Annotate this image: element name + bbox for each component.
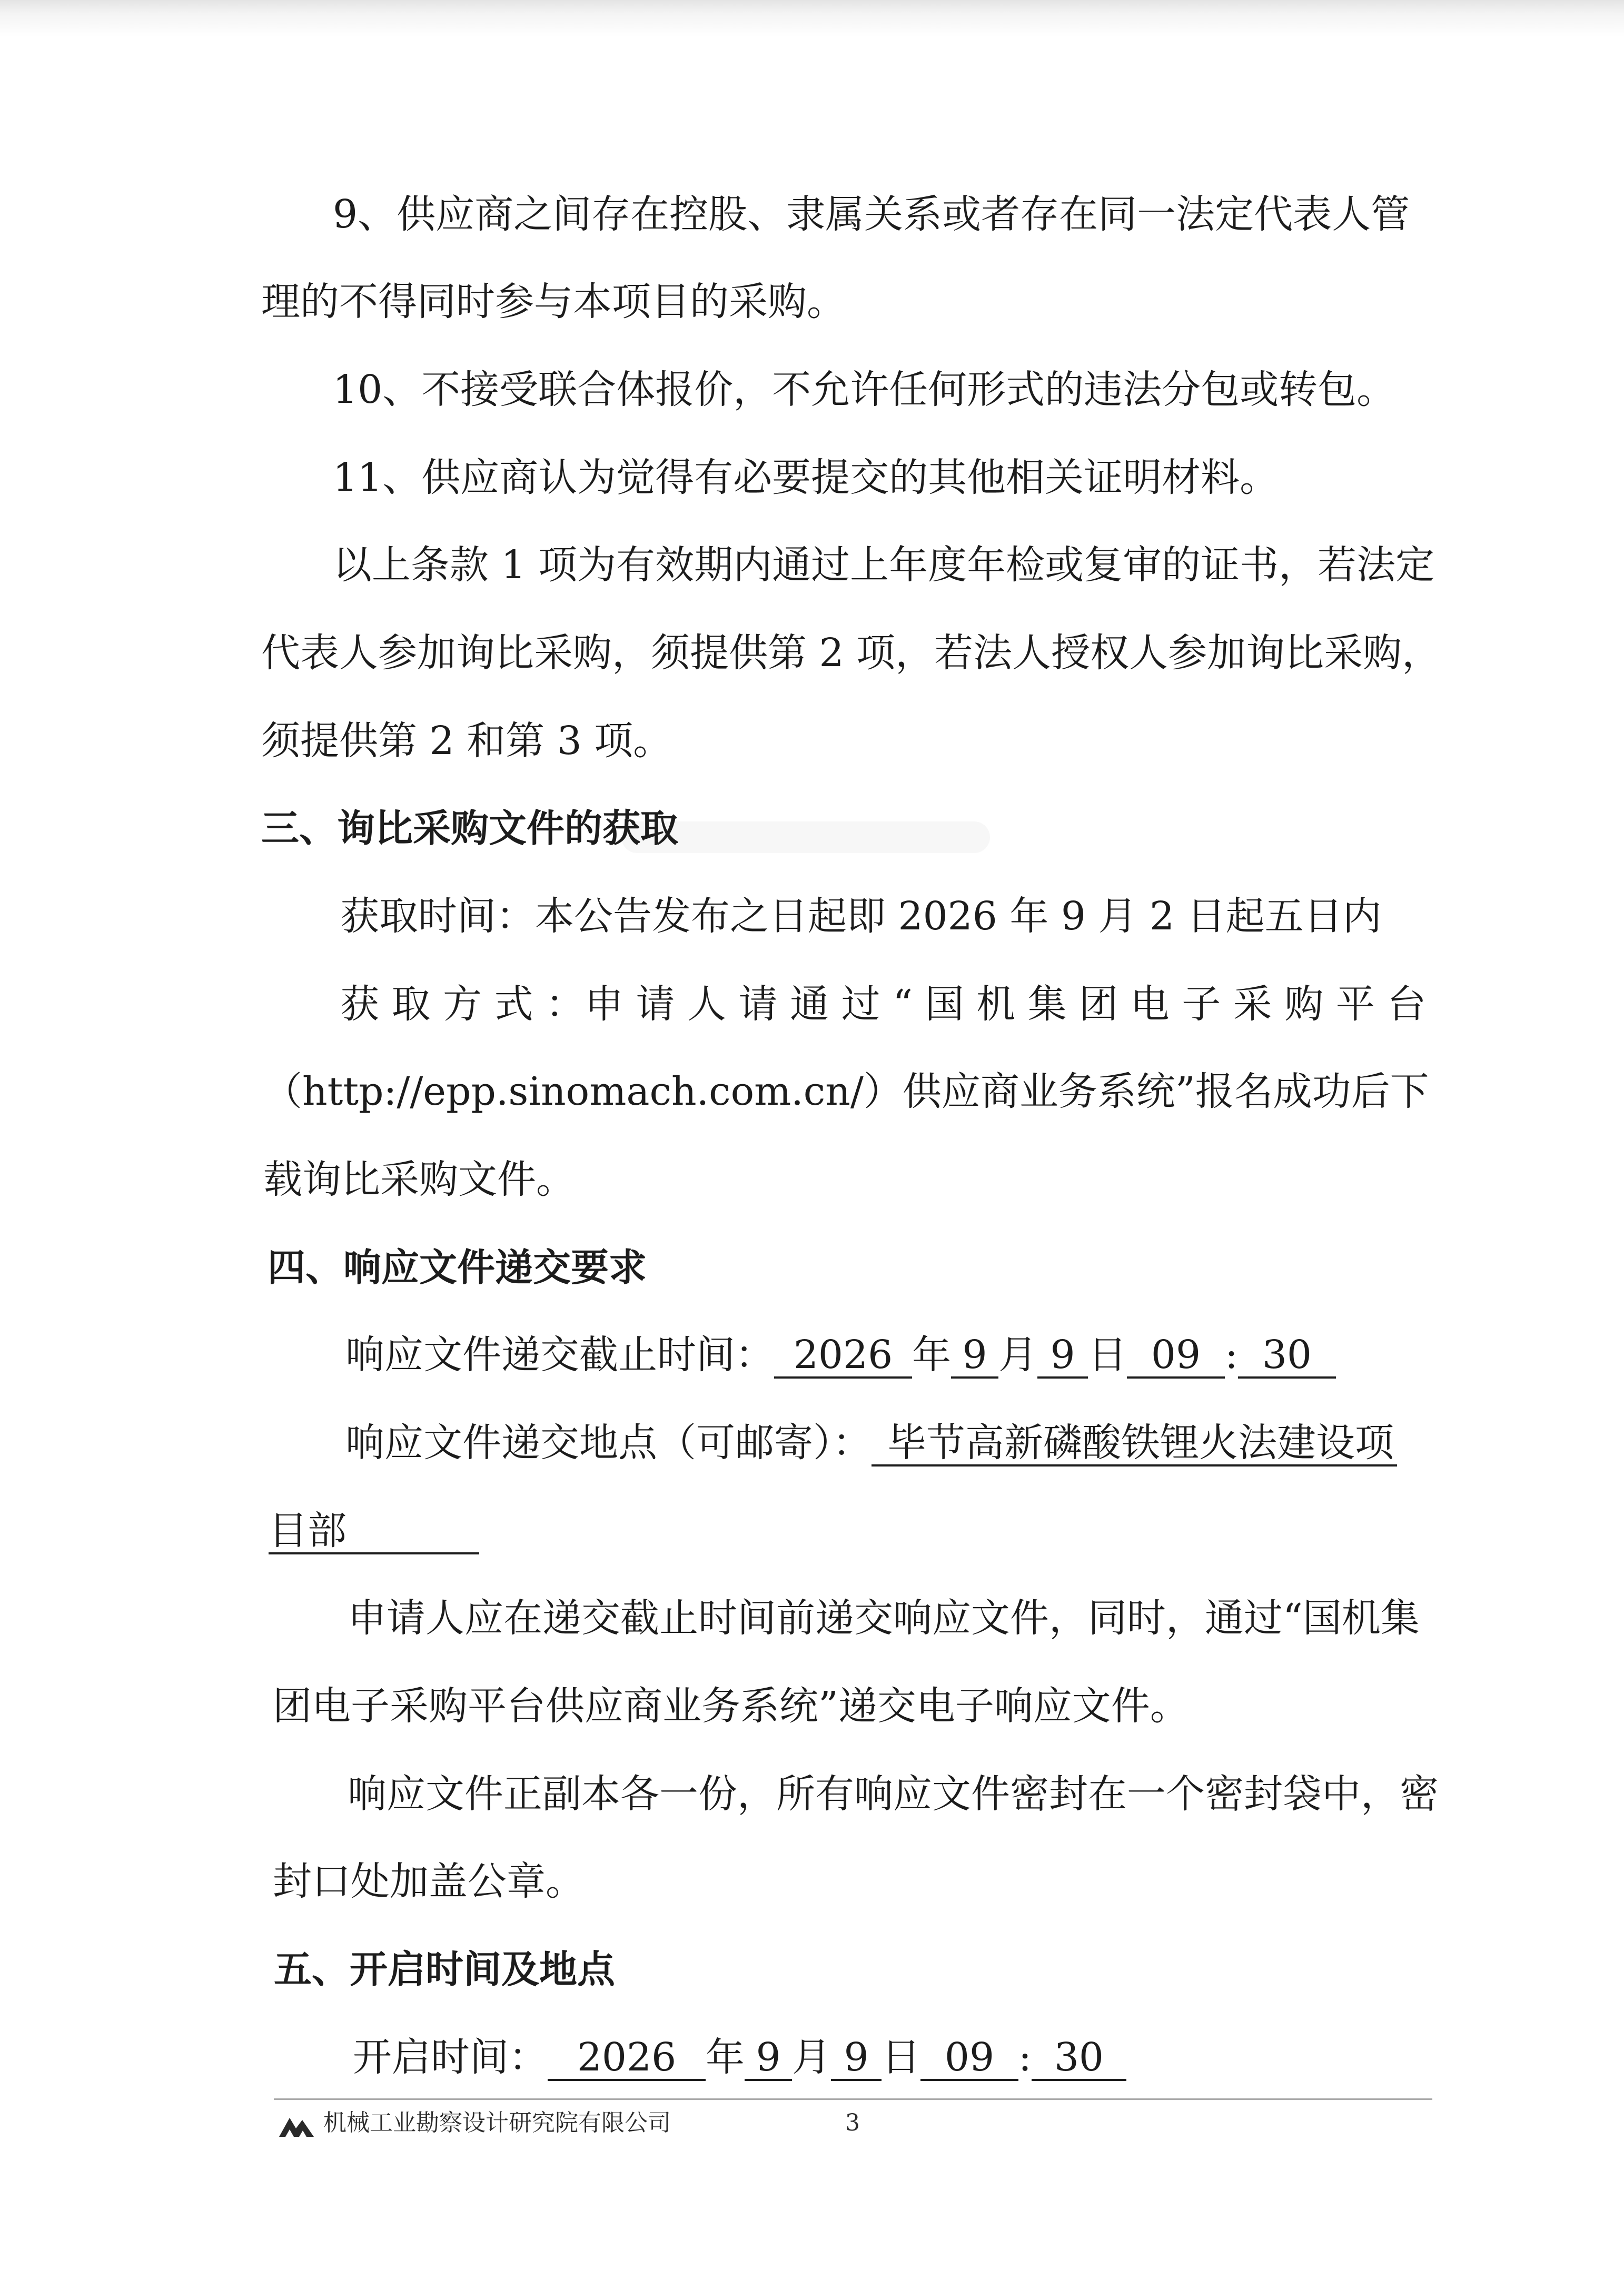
section-3-method-line-2: （http://epp.sinomach.com.cn/）供应商业务系统”报名成功后下	[263, 1069, 1429, 1114]
section-3-method-line-3: 载询比采购文件。	[263, 1157, 575, 1202]
open-time-row	[353, 2031, 1126, 2084]
deadline-month-unit: 月	[998, 1332, 1037, 1378]
deadline-day: 9	[1037, 1333, 1088, 1379]
item-10: 10、不接受联合体报价，不允许任何形式的违法分包或转包。	[333, 367, 1396, 412]
place-value-line-2: 目部	[269, 1509, 479, 1554]
deadline-hour: 09	[1127, 1333, 1225, 1379]
deadline-year-unit: 年	[912, 1332, 951, 1378]
note-line-1: 以上条款 1 项为有效期内通过上年度年检或复审的证书，若法定	[333, 542, 1435, 588]
section-4-para-2-line-2: 封口处加盖公章。	[273, 1859, 585, 1904]
open-hour: 09	[920, 2036, 1018, 2081]
item-9-line-1: 9、供应商之间存在控股、隶属关系或者存在同一法定代表人管	[333, 192, 1410, 237]
open-month-unit: 月	[792, 2035, 831, 2080]
deadline-month: 9	[951, 1333, 998, 1379]
section-5-heading: 五、开启时间及地点	[274, 1947, 616, 1991]
open-year-unit: 年	[706, 2035, 745, 2080]
deadline-minute: 30	[1238, 1333, 1336, 1379]
footer-divider	[274, 2098, 1432, 2100]
footer-company-name: 机械工业勘察设计研究院有限公司	[323, 2109, 671, 2136]
section-4-para-1-line-2: 团电子采购平台供应商业务系统”递交电子响应文件。	[273, 1683, 1189, 1729]
deadline-separator: :	[1225, 1332, 1238, 1378]
place-row	[345, 1416, 1397, 1469]
footer-page-number: 3	[845, 2109, 860, 2136]
deadline-day-unit: 日	[1088, 1332, 1127, 1378]
deadline-year: 2026	[774, 1333, 912, 1379]
section-4-para-1-line-1: 申请人应在递交截止时间前递交响应文件，同时，通过“国机集	[348, 1596, 1420, 1641]
open-year: 2026	[548, 2036, 706, 2081]
place-row-2	[269, 1504, 479, 1557]
place-value-line-1: 毕节高新磷酸铁锂火法建设项	[872, 1421, 1397, 1466]
section-4-para-2-line-1: 响应文件正副本各一份，所有响应文件密封在一个密封袋中，密	[348, 1771, 1439, 1817]
place-label: 响应文件递交地点（可邮寄）：	[345, 1420, 872, 1465]
section-3-method-line-1: 获 取 方 式 ：申 请 人 请 通 过 “ 国 机 集 团 电 子 采 购 平 台	[340, 982, 1427, 1027]
open-minute: 30	[1032, 2036, 1126, 2081]
note-line-3: 须提供第 2 和第 3 项。	[261, 718, 672, 764]
deadline-label: 响应文件递交截止时间：	[345, 1332, 774, 1378]
open-day: 9	[831, 2036, 882, 2081]
scan-shadow	[0, 0, 1624, 37]
note-line-2: 代表人参加询比采购，须提供第 2 项，若法人授权人参加询比采购，	[261, 630, 1441, 676]
section-3-heading: 三、询比采购文件的获取	[261, 806, 679, 850]
deadline-row	[345, 1329, 1336, 1381]
company-logo-icon	[278, 2113, 315, 2138]
section-3-time: 获取时间：本公告发布之日起即 2026 年 9 月 2 日起五日内	[340, 894, 1382, 939]
open-separator: :	[1018, 2035, 1032, 2080]
open-time-label: 开启时间：	[353, 2035, 548, 2080]
section-4-heading: 四、响应文件递交要求	[268, 1245, 647, 1290]
item-9-line-2: 理的不得同时参与本项目的采购。	[261, 279, 846, 324]
item-11: 11、供应商认为觉得有必要提交的其他相关证明材料。	[333, 455, 1279, 500]
open-month: 9	[745, 2036, 792, 2081]
open-day-unit: 日	[882, 2035, 920, 2080]
